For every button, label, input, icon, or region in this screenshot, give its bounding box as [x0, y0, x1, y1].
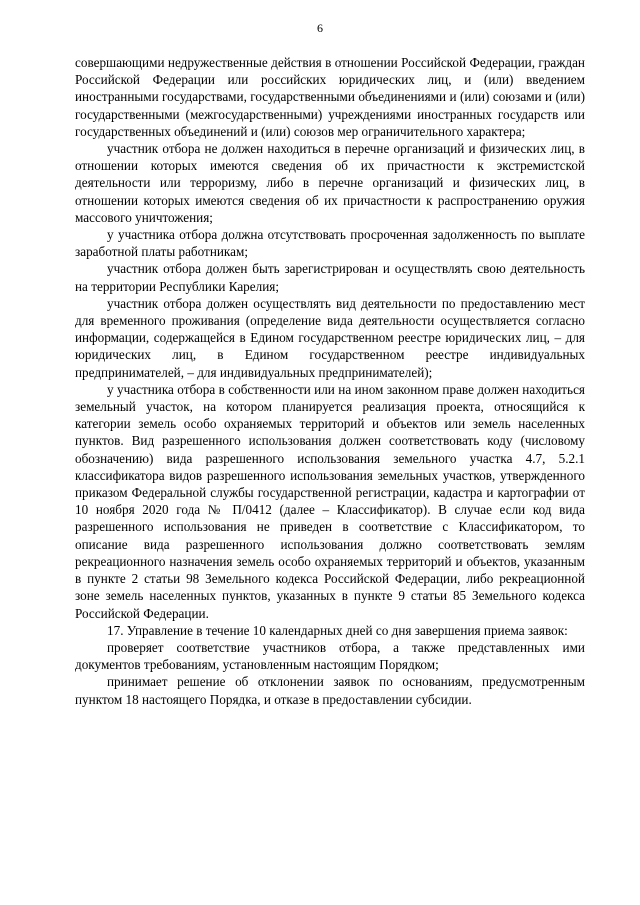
- paragraph-wage-arrears: у участника отбора должна отсутствовать просроченная задолженность по выплате заработной платы работникам;: [75, 227, 585, 260]
- paragraph-extremism-list: участник отбора не должен находиться в перечне организаций и физических лиц, в отношении которых имеются сведения об их причастности к экстремистской деятельности или терроризму, либо в перечне организаций и физических лиц, в отношении которых имеются сведения об их причастности к распространению оружия массового уничтожения;: [75, 141, 585, 225]
- paragraph-continuation: совершающими недружественные действия в отношении Российской Федерации, граждан Российской Федерации или российских юридических лиц, и (или) введением иностранными государствами, государственными объединениями и (или) союзами и (или) государственными (межгосударственными) учреждениями иностранных государств или государственных объединений и (или) союзов мер ограничительного характера;: [75, 55, 585, 139]
- document-body: [75, 54, 585, 708]
- paragraph-rejection-decision: принимает решение об отклонении заявок по основаниям, предусмотренным пунктом 18 настоящего Порядка, и отказе в предоставлении субсидии.: [75, 674, 585, 707]
- page-number: 6: [317, 21, 323, 35]
- paragraph-checks-compliance: проверяет соответствие участников отбора, а также представленных ими документов требованиям, установленным настоящим Порядком;: [75, 639, 585, 673]
- paragraph-activity-type: участник отбора должен осуществлять вид деятельности по предоставлению мест для временного проживания (определение вида деятельности осуществляется согласно информации, содержащейся в Едином государственном реестре юридических лиц, – для юридических лиц, в Едином государственном реестре индивидуальных предпринимателей, – для индивидуальных предпринимателей);: [75, 295, 585, 380]
- paragraph-land-plot: у участника отбора в собственности или на ином законном праве должен находиться земельный участок, на котором планируется реализация проекта, относящийся к категории земель особо охраняемых территорий и объектов или земель населенных пунктов. Вид разрешенного использования должен соответствовать коду (числовому обозначению) вида разрешенного использования земельного участка 4.7, 5.2.1 классификатора видов разрешенного использования земельных участков, утвержденного приказом Федеральной службы государственной регистрации, кадастра и картографии от 10 ноября 2020 года № П/0412 (далее – Классификатор). В случае если код вида разрешенного использования не приведен в соответствие с Классификатором, то описание вида разрешенного использования должно соответствовать землям рекреационного назначения земель особо охраняемых территорий и объектов, указанным в пункте 2 статьи 98 Земельного кодекса Российской Федерации, либо рекреационной зоне земель населенных пунктов, указанных в пункте 9 статьи 85 Земельного кодекса Российской Федерации.: [75, 381, 585, 621]
- paragraph-item-17: 17. Управление в течение 10 календарных дней со дня завершения приема заявок:: [107, 622, 568, 638]
- paragraph-registration: участник отбора должен быть зарегистрирован и осуществлять свою деятельность на территории Республики Карелия;: [75, 261, 585, 294]
